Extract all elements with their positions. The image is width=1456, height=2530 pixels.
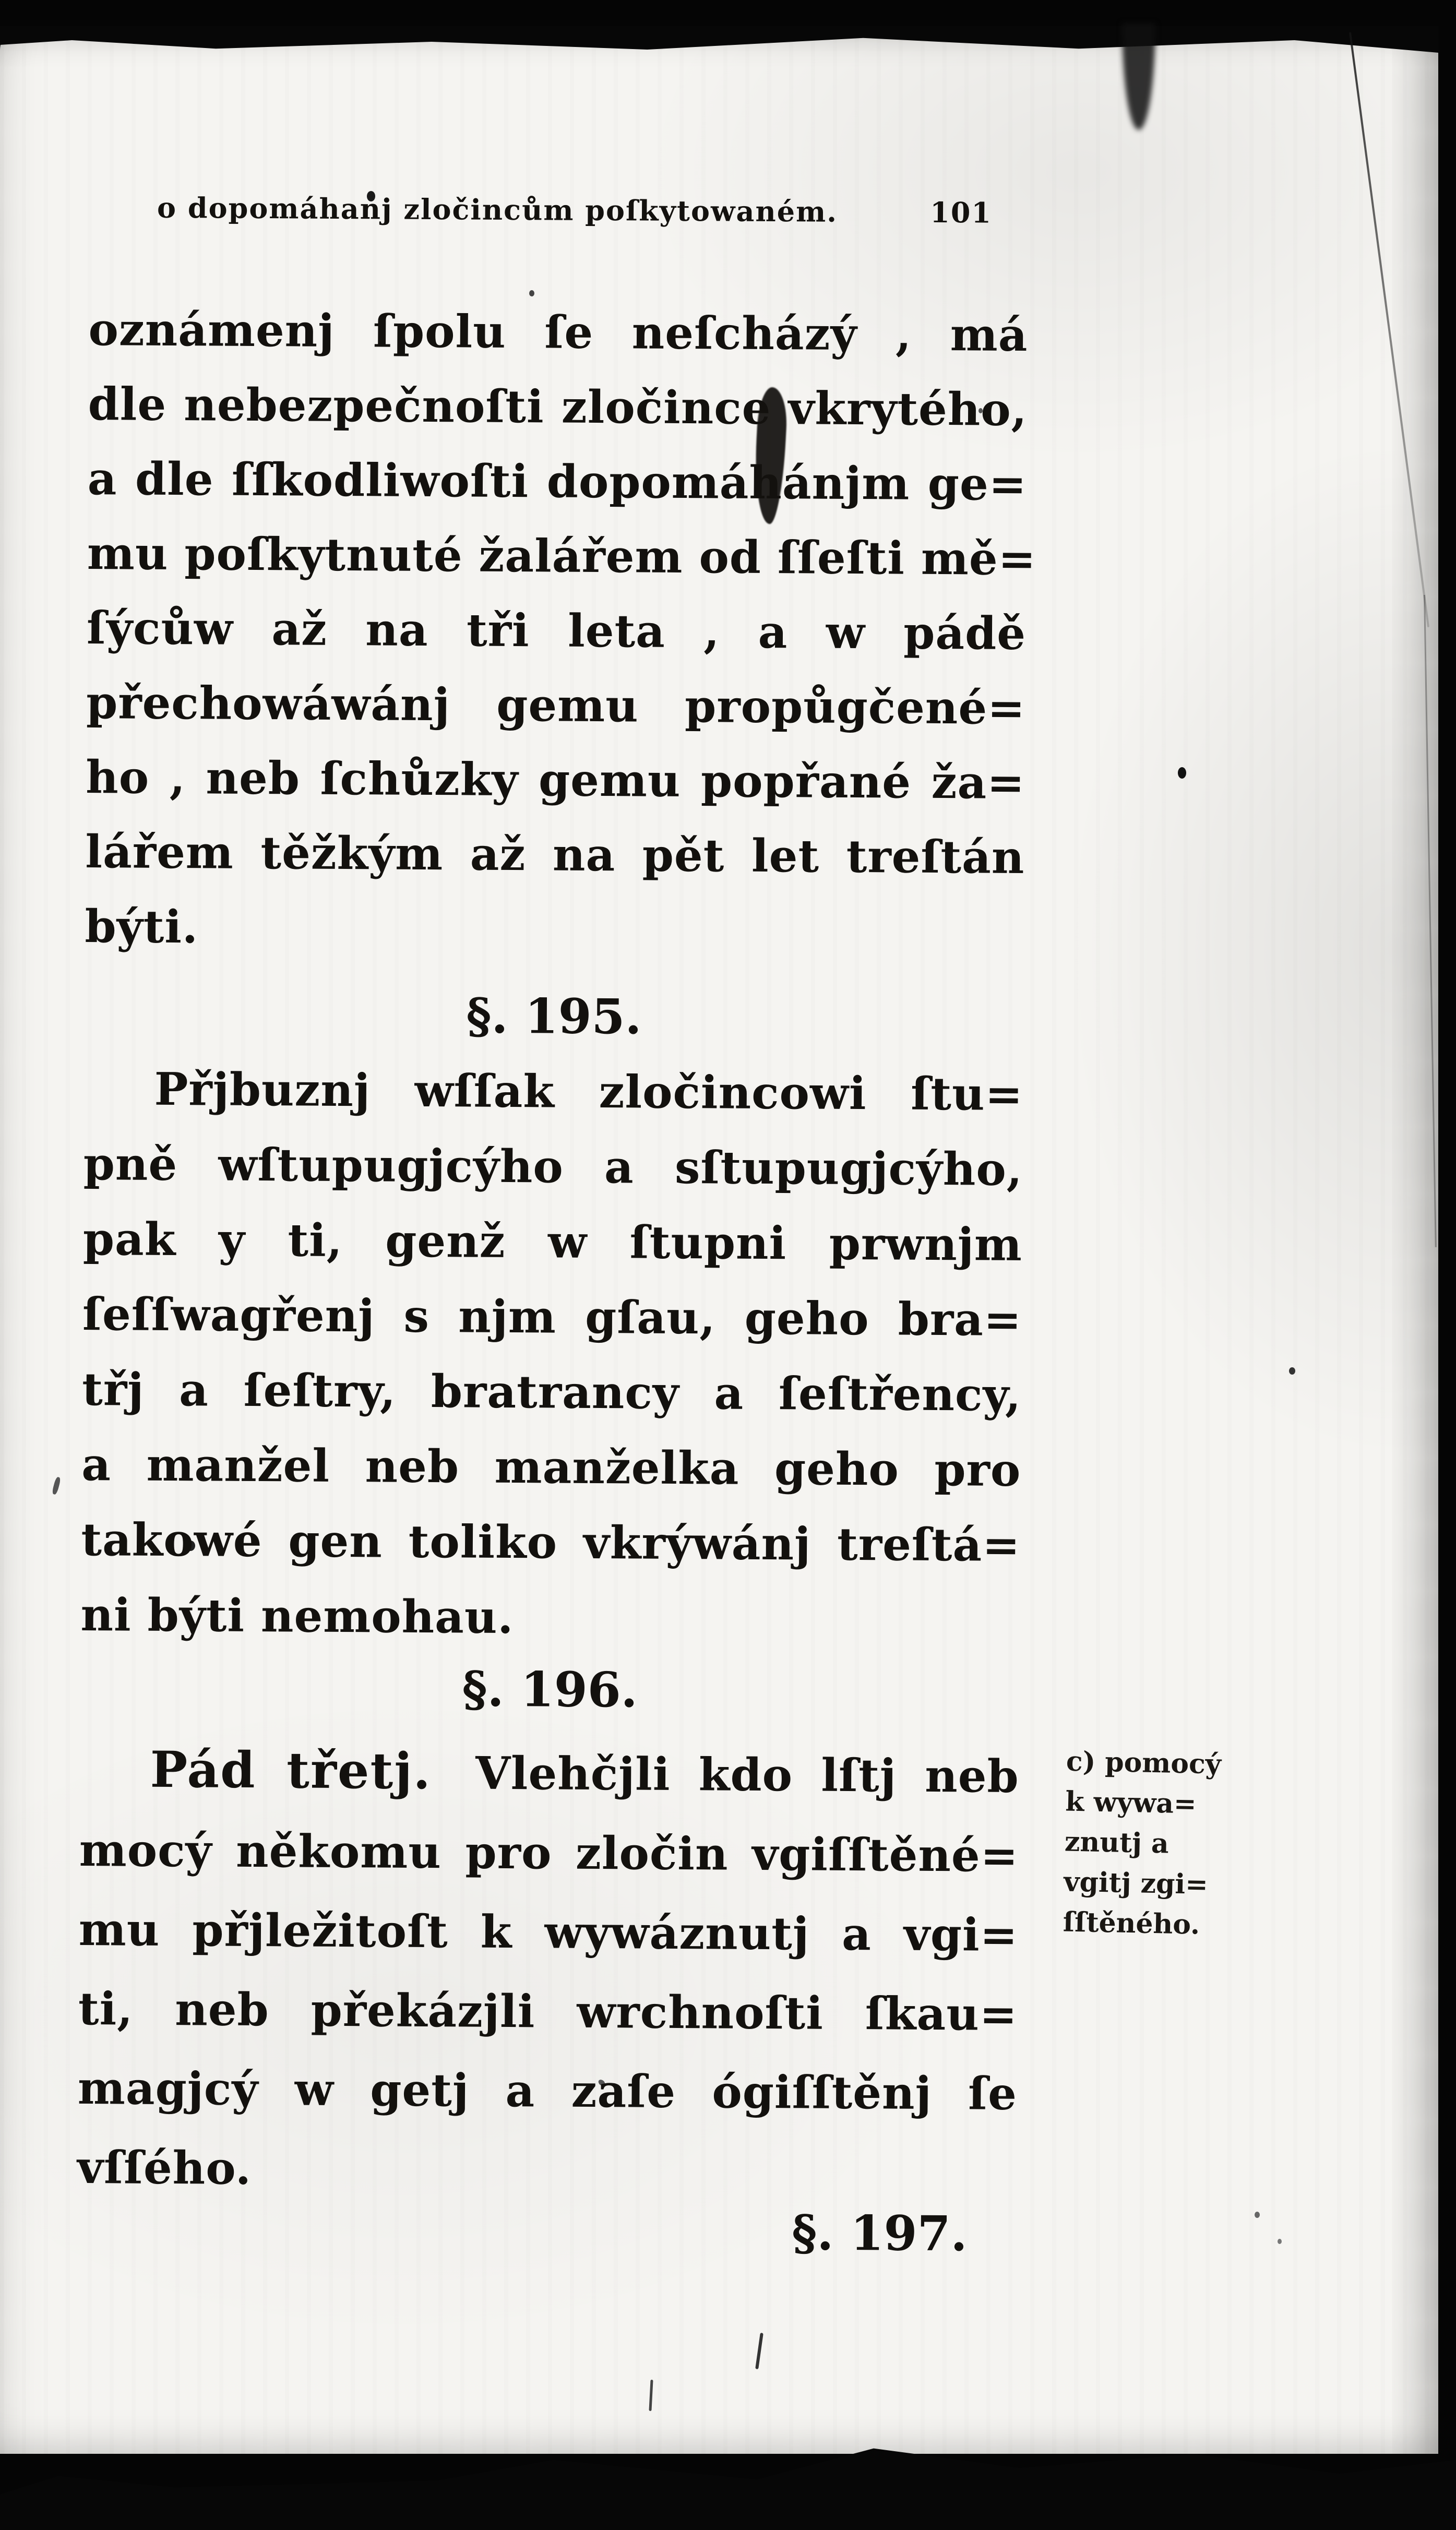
paragraph-intro <box>85 292 1037 970</box>
text-line: a dle ſſkodliwoſti dopomáhánjm ge= <box>87 452 1028 511</box>
margin-footnote <box>1063 1741 1286 1947</box>
margin-note-line: vgitj zgi= <box>1063 1866 1209 1901</box>
text-line: lářem těžkým až na pět let treſtán <box>85 825 1025 884</box>
text-line: pak y ti, genž w ſtupni prwnjm <box>82 1212 1023 1271</box>
text-line: pně wſtupugjcýho a sſtupugjcýho, <box>83 1137 1023 1196</box>
text-line: Přjbuznj wſſak zločincowi ſtu= <box>154 1063 1023 1121</box>
margin-note-line: znutj a <box>1064 1825 1169 1860</box>
section-heading-195: §. 195. <box>466 987 642 1045</box>
text-line: magjcý w getj a zaſe ógiſſtěnj ſe <box>77 2061 1018 2120</box>
text-line: a manžel neb manželka geho pro <box>81 1438 1021 1497</box>
text-line: oznámenj ſpolu ſe neſcházý , má <box>88 303 1028 362</box>
paragraph-section-196 <box>77 1730 1020 2213</box>
text-line: ſýcůw až na tři leta , a w pádě <box>86 601 1027 660</box>
section-heading-197: §. 197. <box>791 2204 968 2262</box>
text-line: ſeſſwagřenj s njm gſau, geho bra= <box>82 1287 1022 1346</box>
text-line: takowé gen toliko vkrýwánj treſtá= <box>81 1513 1021 1572</box>
text-line: býti. <box>85 900 199 954</box>
text-line: mu přjležitoſt k wywáznutj a vgi= <box>78 1903 1019 1962</box>
text-line: ti, neb překázjli wrchnoſti ſkau= <box>78 1982 1018 2041</box>
text-line: třj a ſeſtry, bratrancy a ſeſtřency, <box>81 1363 1022 1422</box>
text-line: dle nebezpečnoſti zločince vkrytého, <box>88 377 1028 436</box>
text-line: vſſého. <box>77 2141 252 2195</box>
text-line: mu poſkytnuté žalářem od ſſeſti mě= <box>87 527 1037 586</box>
margin-note-line: k wywa= <box>1065 1785 1197 1820</box>
running-header-title: o dopomáhanj zločincům poſkytowaném. <box>157 190 838 229</box>
case-lead-in: Pád třetj. <box>150 1740 432 1801</box>
text-line: ni býti nemohau. <box>80 1588 514 1644</box>
margin-note-line: ſſtěného. <box>1063 1906 1200 1941</box>
text-line: mocý někomu pro zločin vgiſſtěné= <box>79 1823 1019 1882</box>
text-line <box>79 1730 1019 1817</box>
page-number: 101 <box>930 195 993 230</box>
text-line: ho , neb ſchůzky gemu popřané ža= <box>86 750 1025 809</box>
text-line: přechowáwánj gemu propůgčené= <box>86 676 1026 735</box>
margin-note-line: c) pomocý <box>1066 1745 1222 1781</box>
section-heading-196: §. 196. <box>462 1661 638 1719</box>
paragraph-section-195 <box>80 1052 1023 1658</box>
text-line-rest: Vlehčjli kdo lſtj neb <box>475 1747 1019 1803</box>
running-header <box>157 191 992 230</box>
